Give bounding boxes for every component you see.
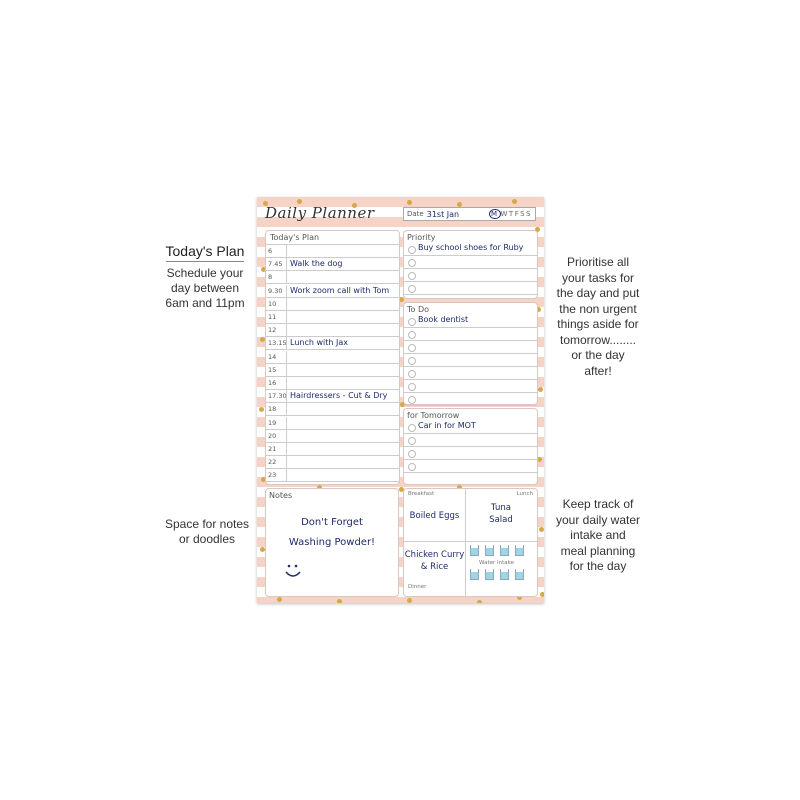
schedule-row[interactable] <box>266 430 399 443</box>
schedule-row[interactable] <box>266 456 399 469</box>
priority-item[interactable] <box>404 282 537 295</box>
schedule-hour: 7.45 <box>268 260 283 269</box>
smiley-doodle-icon <box>283 561 303 581</box>
checkbox-circle-icon[interactable] <box>408 437 416 445</box>
water-glass-icon[interactable] <box>500 569 509 580</box>
lunch-value-line: Salad <box>489 515 513 525</box>
checkbox-circle-icon[interactable] <box>408 318 416 326</box>
schedule-row[interactable] <box>266 271 399 284</box>
notes-annotation-line: Space for notes <box>164 517 250 531</box>
schedule-row[interactable] <box>266 324 399 337</box>
checkbox-circle-icon[interactable] <box>408 450 416 458</box>
tomorrow-item[interactable] <box>404 434 537 447</box>
schedule-divider <box>286 403 287 415</box>
todo-item[interactable] <box>404 315 537 328</box>
schedule-hour: 15 <box>268 365 277 374</box>
lunch-value-line: Tuna <box>491 503 511 513</box>
schedule-hour: 6 <box>268 247 273 255</box>
schedule-task[interactable]: Hairdressers - Cut & Dry <box>290 391 388 401</box>
checkbox-circle-icon[interactable] <box>408 370 416 378</box>
prioritise-annotation-line: things aside for <box>557 317 639 331</box>
schedule-row[interactable] <box>266 377 399 390</box>
priority-panel <box>403 230 538 299</box>
schedule-row[interactable] <box>266 245 399 258</box>
schedule-row[interactable] <box>266 403 399 416</box>
water-glass-icon[interactable] <box>470 569 479 580</box>
dinner-value-line: Chicken Curry <box>404 550 465 560</box>
schedule-divider <box>286 430 287 442</box>
priority-item-text: Buy school shoes for Ruby <box>418 243 524 252</box>
schedule-divider <box>286 298 287 310</box>
prioritise-annotation-line: Prioritise all <box>566 255 629 269</box>
notes-annotation-line: or doodles <box>178 532 236 546</box>
checkbox-circle-icon[interactable] <box>408 396 416 404</box>
schedule-divider <box>286 245 287 257</box>
schedule-task[interactable]: Work zoom call with Tom <box>290 285 390 295</box>
schedule-divider <box>286 271 287 283</box>
checkbox-circle-icon[interactable] <box>408 357 416 365</box>
schedule-hour: 9.30 <box>268 286 283 295</box>
schedule-hour: 23 <box>268 471 277 480</box>
water-annotation-line: meal planning <box>560 543 636 558</box>
schedule-task[interactable]: Walk the dog <box>290 259 343 269</box>
weekday-selector[interactable] <box>489 210 532 218</box>
prioritise-annotation-line: or the day <box>571 348 625 362</box>
todays-plan-annotation-line: Schedule your <box>166 266 244 280</box>
date-box <box>403 207 536 221</box>
breakfast-value: Boiled Eggs <box>409 511 460 521</box>
schedule-divider <box>286 337 287 349</box>
todo-item[interactable] <box>404 341 537 354</box>
schedule-hour: 16 <box>268 379 277 387</box>
checkbox-circle-icon[interactable] <box>408 424 416 432</box>
lunch-label: Lunch <box>516 491 533 497</box>
priority-item[interactable] <box>404 243 537 256</box>
schedule-row[interactable] <box>266 285 399 298</box>
notes-text-line: Don't Forget <box>301 517 363 528</box>
prioritise-annotation <box>548 255 648 379</box>
checkbox-circle-icon[interactable] <box>408 344 416 352</box>
schedule-hour: 17.30 <box>268 392 287 401</box>
weekday-selected[interactable]: M <box>490 210 499 218</box>
schedule-divider <box>286 285 287 297</box>
schedule-row[interactable] <box>266 390 399 403</box>
schedule-hour: 13.15 <box>268 339 287 348</box>
todo-panel <box>403 302 538 405</box>
meal-planner-panel[interactable] <box>403 488 538 597</box>
schedule-hour: 20 <box>268 431 277 440</box>
checkbox-circle-icon[interactable] <box>408 383 416 391</box>
schedule-hour: 11 <box>268 313 277 321</box>
water-glass-icon[interactable] <box>485 569 494 580</box>
water-glass-icon[interactable] <box>515 569 524 580</box>
schedule-divider <box>286 324 287 336</box>
schedule-divider <box>286 443 287 455</box>
water-annotation-line: for the day <box>569 559 627 573</box>
todays-plan-panel <box>265 230 400 485</box>
todo-item[interactable] <box>404 354 537 367</box>
tomorrow-item-text: Car in for MOT <box>418 421 476 430</box>
schedule-row[interactable] <box>266 417 399 430</box>
todo-item-text: Book dentist <box>418 315 469 324</box>
priority-item[interactable] <box>404 269 537 282</box>
dinner-value-line: & Rice <box>420 562 449 572</box>
prioritise-annotation-line: after! <box>584 363 612 378</box>
schedule-row[interactable] <box>266 351 399 364</box>
schedule-hour: 19 <box>268 418 277 427</box>
schedule-divider <box>286 390 287 402</box>
checkbox-circle-icon[interactable] <box>408 272 416 280</box>
schedule-divider <box>286 469 287 481</box>
checkbox-circle-icon[interactable] <box>408 331 416 339</box>
dinner-label: Dinner <box>408 584 427 590</box>
water-glass-icon[interactable] <box>500 545 509 556</box>
schedule-row[interactable] <box>266 443 399 456</box>
schedule-divider <box>286 311 287 323</box>
water-intake-label: Water Intake <box>479 560 515 566</box>
schedule-hour: 12 <box>268 326 277 335</box>
schedule-hour: 18 <box>268 405 277 414</box>
notes-text-line: Washing Powder! <box>288 537 376 548</box>
todo-item[interactable] <box>404 367 537 380</box>
notes-label: Notes <box>269 491 293 500</box>
schedule-hour: 8 <box>268 273 273 282</box>
notes-annotation <box>147 517 267 547</box>
schedule-divider <box>286 351 287 363</box>
daily-planner-sheet <box>257 197 544 603</box>
priority-item[interactable] <box>404 256 537 269</box>
todays-plan-annotation-heading: Today's Plan <box>166 243 245 262</box>
schedule-divider <box>286 456 287 468</box>
water-annotation <box>548 497 648 575</box>
date-label: Date <box>407 210 424 218</box>
schedule-row[interactable] <box>266 337 399 350</box>
schedule-row[interactable] <box>266 469 399 482</box>
tomorrow-label: for Tomorrow <box>407 411 460 420</box>
todays-plan-label: Today's Plan <box>266 231 399 245</box>
breakfast-label: Breakfast <box>408 491 435 497</box>
prioritise-annotation-line: your tasks for <box>561 270 635 285</box>
checkbox-circle-icon[interactable] <box>408 285 416 293</box>
tomorrow-panel <box>403 408 538 485</box>
water-glass-icon[interactable] <box>515 545 524 556</box>
schedule-divider <box>286 258 287 270</box>
weekday-others[interactable]: WTFSS <box>500 210 532 218</box>
checkbox-circle-icon[interactable] <box>408 259 416 267</box>
schedule-task[interactable]: Lunch with Jax <box>290 338 348 348</box>
water-glass-icon[interactable] <box>470 545 479 556</box>
priority-label: Priority <box>407 233 436 242</box>
date-value[interactable]: 31st Jan <box>426 209 460 219</box>
todays-plan-annotation-line: day between <box>170 281 240 295</box>
prioritise-annotation-line: tomorrow........ <box>559 332 637 347</box>
todays-plan-annotation-line: 6am and 11pm <box>165 296 245 310</box>
water-annotation-line: your daily water <box>555 512 641 527</box>
schedule-divider <box>286 377 287 389</box>
water-glass-icon[interactable] <box>485 545 494 556</box>
tomorrow-item[interactable] <box>404 447 537 460</box>
water-annotation-line: intake and <box>570 528 626 542</box>
prioritise-annotation-line: the day and put <box>556 286 640 300</box>
todo-label: To Do <box>407 305 430 314</box>
schedule-divider <box>286 364 287 376</box>
tomorrow-item[interactable] <box>404 421 537 434</box>
water-annotation-line: Keep track of <box>562 497 634 511</box>
todo-item[interactable] <box>404 393 537 406</box>
schedule-row[interactable] <box>266 258 399 271</box>
schedule-hour: 10 <box>268 299 277 308</box>
schedule-hour: 21 <box>268 445 277 453</box>
schedule-row[interactable] <box>266 311 399 324</box>
schedule-row[interactable] <box>266 364 399 377</box>
notes-panel[interactable] <box>265 488 399 597</box>
prioritise-annotation-line: the non urgent <box>559 301 637 316</box>
schedule-hour: 22 <box>268 458 277 467</box>
planner-title: Daily Planner <box>265 204 375 222</box>
tomorrow-item[interactable] <box>404 460 537 473</box>
schedule-divider <box>286 417 287 429</box>
schedule-row[interactable] <box>266 298 399 311</box>
todo-item[interactable] <box>404 328 537 341</box>
schedule-hour: 14 <box>268 352 277 361</box>
todo-item[interactable] <box>404 380 537 393</box>
checkbox-circle-icon[interactable] <box>408 246 416 254</box>
todays-plan-annotation <box>150 243 260 311</box>
checkbox-circle-icon[interactable] <box>408 463 416 471</box>
